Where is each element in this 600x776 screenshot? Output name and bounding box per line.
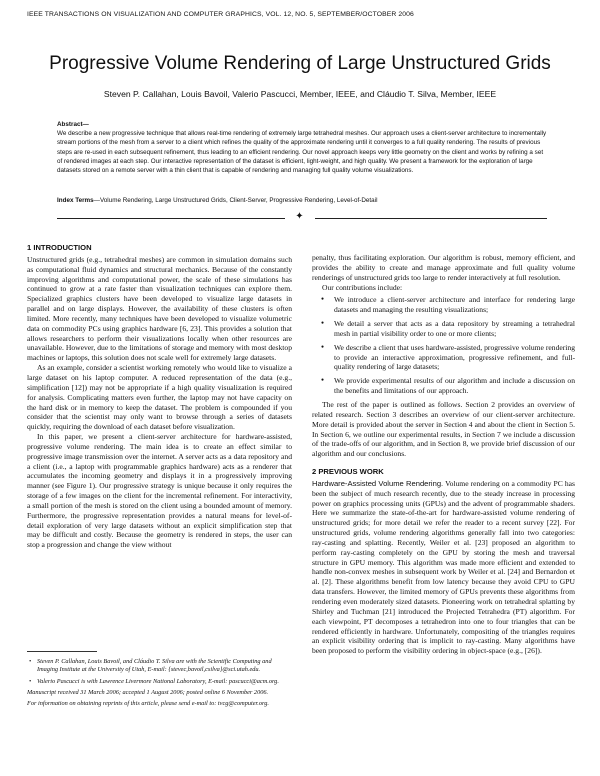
footnote-affiliation-llnl: • Valerio Pascucci is with Lawrence Livermore National Laboratory, E-mail: pascucci@acm.org. [27, 678, 292, 686]
list-item: ● We provide experimental results of our algorithm and include a discussion on the benefits and limitations of our approach. [334, 376, 575, 396]
footnotes [27, 651, 292, 711]
right-column [312, 253, 575, 656]
header-divider-right [315, 218, 547, 219]
abstract-text: We describe a new progressive technique that allows real-time rendering of extremely large tetrahedral meshes. Our approach uses a client-server architecture to incrementally stream portions of the mesh from a server to a client which refines the quality of the approximate rendering until it converges to a full quality rendering. The results of previous steps are re-used in each subsequent refinement, thus leading to an efficient rendering. Our novel approach keeps very little geometry on the client and works by refining a set of rendered images at each step. Our interactive representation of the dataset is efficient, light-weight, and high quality. We present a framework for the exploration of large datasets stored on a remote server with a thin client that is capable of rendering and managing full quality volume visualizations. [57, 130, 547, 175]
list-item: ● We detail a server that acts as a data repository by streaming a tetrahedral mesh in partial visibility order to one or more clients; [334, 319, 575, 339]
previous-work-paragraph [312, 479, 575, 656]
paper-outline-paragraph: The rest of the paper is outlined as follows. Section 2 provides an overview of related research. Section 3 describes an overview of our client-server architecture. More detail is provided about the server in Section 4 and about the client in Section 5. In Section 6, we outline our experimental results, in Section 7 we include a discussion of the trade-offs of our algorithm, and in Section 8, we provide brief discussion of our algorithm and our conclusions. [312, 399, 575, 459]
list-item: ● We introduce a client-server architecture and interface for rendering large datasets and managing the resulting visualizations; [334, 295, 575, 315]
list-item: ● We describe a client that uses hardware-assisted, progressive volume rendering to provide an interactive approximation, progressive refinement, and full-quality rendering of large datasets; [334, 343, 575, 373]
footnote-affiliation-utah: • Steven P. Callahan, Louis Bavoil, and Cláudio T. Silva are with the Scientific Computing and Imaging Institute at the University of Utah, E-mail: {stevec,bavoil,csilva}@sci.utah.edu. [27, 658, 292, 675]
intro-paragraph-1: Unstructured grids (e.g., tetrahedral meshes) are common in simulation domains such as computational fluid dynamics and structural mechanics. Because of the constantly improving algorithms and computational power, the scale of these simulations has continued to grow at a rate faster than visualization techniques can explore them. Specialized graphics clusters have been developed to visualize large datasets in parallel and on large displays. However, the availability of these clusters is often limited. More recently, many techniques have been developed to visualize volumetric data on commodity PCs using graphics hardware [6, 23]. This provides a solution that allows researchers to perform their visualizations locally when other resources are unavailable. However, due to the limitations of storage and memory with most desktop machines or laptops, this solution does not scale well for extremely large datasets. [27, 254, 292, 363]
previous-work-text: Volume rendering on a commodity PC has been the subject of much research recently, due to the steady increase in processing power on graphics processing units (GPUs) and the advent of programmable shaders. Here we summarize the state-of-the-art for hardware-assisted volume rendering of unstructured grids; for more detail we refer the reader to a recent survey [22]. For unstructured grids, volume rendering algorithms generally fall into two categories: ray-casting and splatting. Recently, Weiler et al. [23] proposed an algorithm to perform ray-casting completely on the GPU by storing the mesh and traversal structure in GPU memory. This algorithm was made more efficient and extended to handle non-convex meshes in subsequent work by Weiler et al. [24] and Bernardon et al. [2]. These algorithms benefit from low latency because they avoid CPU to GPU data transfers. However, the limited memory of GPUs prevents these algorithms from rendering even moderately sized datasets. Pioneering work on tetrahedral splatting by Shirley and Tuchman [21] introduced the Projected Tetrahedra (PT) algorithm. For each viewpoint, PT decomposes a tetrahedron into one to four triangles that can be rendered efficiently in hardware. Unfortunately, compositing of the triangles requires an explicit visibility ordering that is implicit to ray-casting. Many algorithms have been proposed to perform the visibility ordering in object-space (e.g., [26]). [312, 478, 576, 656]
left-column [27, 243, 292, 550]
index-terms [57, 196, 547, 205]
paper-title: Progressive Volume Rendering of Large Unstructured Grids [49, 53, 551, 74]
footnote-manuscript-received: Manuscript received 31 March 2006; accepted 1 August 2006; posted online 6 November 2006. [27, 688, 269, 696]
abstract-label: Abstract— [57, 121, 89, 128]
abstract [57, 120, 547, 175]
section-1-heading: 1 INTRODUCTION [27, 243, 92, 252]
section-2-heading: 2 PREVIOUS WORK [312, 467, 384, 477]
index-terms-text: —Volume Rendering, Large Unstructured Grids, Client-Server, Progressive Rendering, Level-of-Detail [93, 197, 378, 204]
contributions-intro: Our contributions include: [322, 282, 403, 292]
intro-paragraph-2: As an example, consider a scientist working remotely who would like to visualize a large dataset on his laptop computer. A reduced representation of the data (e.g., simplification [12]) may not be appropriate if a high quality visualization is required for analysis. Complicating matters even further, the laptop may not have capacity on the hard disk or in memory to keep the dataset. The problem is compounded if you consider that the scientist may only want to browse through a series of datasets quickly, requiring the download of each dataset before visualization. [27, 363, 292, 432]
running-head: IEEE TRANSACTIONS ON VISUALIZATION AND COMPUTER GRAPHICS, VOL. 12, NO. 5, SEPTEMBER/OCTOBER 2006 [27, 11, 414, 18]
index-terms-label: Index Terms [57, 197, 94, 204]
intro-paragraph-continued: penalty, thus facilitating exploration. Our algorithm is robust, memory efficient, and provides the ability to create and manage approximate and full quality volume renderings of unstructured grids too large to render interactively at full resolution. [312, 253, 575, 282]
contributions-list [312, 295, 575, 396]
header-divider-left [57, 218, 285, 219]
footnote-rule [27, 651, 97, 652]
intro-paragraph-3: In this paper, we present a client-server architecture for hardware-assisted, progressive volume rendering. The main idea is to create an effect similar to progressive image transmission over the internet. A server acts as a data repository and a client (i.e., a laptop with programmable graphics hardware) acts as a renderer that accumulates the incoming geometry and displays it in a progressively improving manner (see Figure 1). Our progressive strategy is unique because it only requires the storage of a few images on the client for the incremental refinement. For interactivity, a small portion of the mesh is stored on the client using a bounded amount of memory. Furthermore, the progressive representation provides a natural means for level-of-detail exploration of very large datasets without an explicit simplification step that may be difficult and costly. Because the geometry is rendered in steps, the user can stop a progression and change the view without [27, 432, 292, 550]
separator-diamond-icon: ✦ [295, 211, 304, 222]
paper-authors: Steven P. Callahan, Louis Bavoil, Valerio Pascucci, Member, IEEE, and Cláudio T. Silva, Member, IEEE [103, 89, 497, 99]
footnote-reprints: For information on obtaining reprints of this article, please send e-mail to: tvcg@computer.org. [27, 700, 269, 708]
subsection-title: Hardware-Assisted Volume Rendering. [312, 478, 444, 488]
